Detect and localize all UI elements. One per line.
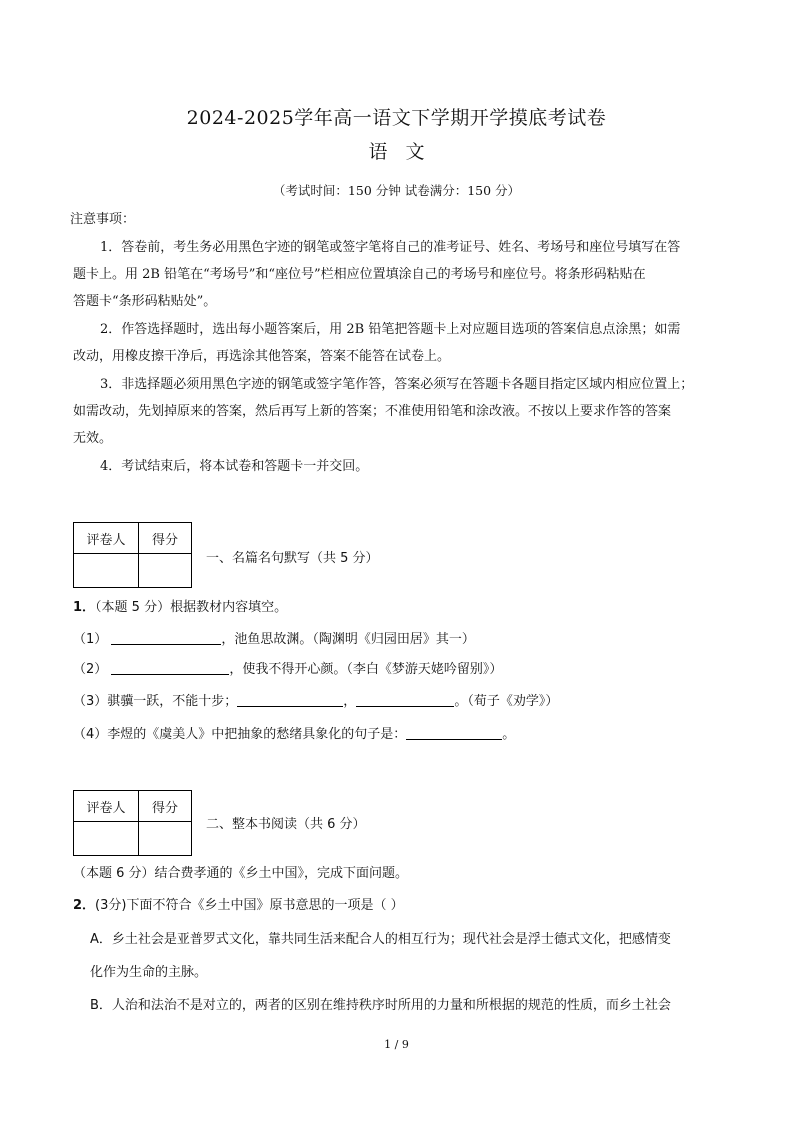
item-text: ，池鱼思故渊。（陶渊明《归园田居》其一）: [221, 632, 475, 647]
fill-item-4: [73, 723, 515, 742]
answer-blank[interactable]: [111, 630, 221, 645]
question-1-text: （本题 5 分）根据教材内容填空。: [95, 600, 288, 615]
grader-cell[interactable]: [74, 554, 139, 588]
score-box-section1: [73, 522, 192, 588]
section2-stem: （本题 6 分）结合费孝通的《乡土中国》，完成下面问题。: [73, 866, 409, 881]
notice-heading: 注意事项：: [70, 212, 136, 227]
item-text: ，使我不得开心颜。（李白《梦游天姥吟留别》）: [229, 662, 503, 677]
fill-item-1: [73, 628, 475, 647]
item-text: 。（荀子《劝学》）: [454, 694, 559, 709]
score-cell[interactable]: [139, 554, 192, 588]
notice-line: 1．答卷前，考生务必用黑色字迹的钢笔或签字笔将自己的准考证号、姓名、考场号和座位号填写在答: [100, 240, 681, 255]
score-cell[interactable]: [139, 822, 192, 856]
page-number: 1 / 9: [384, 1038, 409, 1051]
score-label: 得分: [139, 523, 192, 554]
fill-item-3: [73, 690, 558, 709]
option-a: [90, 928, 671, 947]
fill-item-2: [73, 658, 502, 677]
answer-blank[interactable]: [356, 692, 454, 707]
item-text: 李煜的《虞美人》中把抽象的愁绪具象化的句子是：: [107, 727, 407, 742]
item-number: （3）: [73, 694, 108, 709]
notice-line: 3．非选择题必须用黑色字迹的钢笔或签字笔作答，答案必须写在答题卡各题目指定区域内相应位置上；: [100, 377, 694, 392]
item-number: （2）: [73, 662, 108, 677]
question-2-text: (3分)下面不符合《乡土中国》原书意思的一项是（ ）: [95, 898, 404, 913]
item-text: 骐骥一跃，不能十步；: [107, 694, 238, 709]
option-b-label: B．: [90, 998, 112, 1013]
grader-label: 评卷人: [74, 791, 139, 822]
question-1-stem: [73, 596, 287, 615]
grader-cell[interactable]: [74, 822, 139, 856]
option-b-text: 人治和法治不是对立的，两者的区别在维持秩序时所用的力量和所根据的规范的性质，而乡土社会: [111, 998, 671, 1013]
notice-line: 4．考试结束后，将本试卷和答题卡一并交回。: [100, 459, 369, 474]
answer-blank[interactable]: [111, 660, 229, 675]
notice-line: 答题卡“条形码粘贴处”。: [73, 294, 217, 309]
option-a-continued: 化作为生命的主脉。: [90, 965, 208, 980]
notice-line: 改动，用橡皮擦干净后，再选涂其他答案，答案不能答在试卷上。: [73, 349, 451, 364]
grader-label: 评卷人: [74, 523, 139, 554]
exam-subject: 语文: [368, 141, 443, 163]
item-text: ，: [343, 694, 357, 709]
exam-time-info: （考试时间：150 分钟 试卷满分：150 分）: [272, 183, 521, 198]
score-label: 得分: [139, 791, 192, 822]
question-2-stem: [73, 894, 404, 913]
question-1-number: 1．: [73, 600, 96, 615]
answer-blank[interactable]: [406, 725, 502, 740]
notice-line: 题卡上。用 2B 铅笔在“考场号”和“座位号”栏相应位置填涂自己的考场号和座位号。将条形码粘贴在: [73, 267, 646, 282]
item-text: 。: [502, 727, 516, 742]
option-a-text: 乡土社会是亚普罗式文化，靠共同生活来配合人的相互行为；现代社会是浮士德式文化，把感情变: [111, 932, 671, 947]
exam-title: 2024-2025学年高一语文下学期开学摸底考试卷: [186, 107, 607, 129]
notice-line: 2．作答选择题时，选出每小题答案后，用 2B 铅笔把答题卡上对应题目选项的答案信息点涂黑；如需: [100, 322, 681, 337]
item-number: （4）: [73, 727, 108, 742]
item-number: （1）: [73, 632, 108, 647]
option-b: [90, 994, 671, 1013]
option-a-label: A．: [90, 932, 112, 947]
answer-blank[interactable]: [237, 692, 343, 707]
question-2-number: 2．: [73, 898, 96, 913]
score-box-section2: [73, 790, 192, 856]
section1-heading: 一、名篇名句默写（共 5 分）: [206, 551, 379, 566]
notice-line: 无效。: [73, 431, 113, 446]
section2-heading: 二、整本书阅读（共 6 分）: [206, 817, 366, 832]
notice-line: 如需改动，先划掉原来的答案，然后再写上新的答案；不准使用铅笔和涂改液。不按以上要求作答的答案: [73, 404, 672, 419]
